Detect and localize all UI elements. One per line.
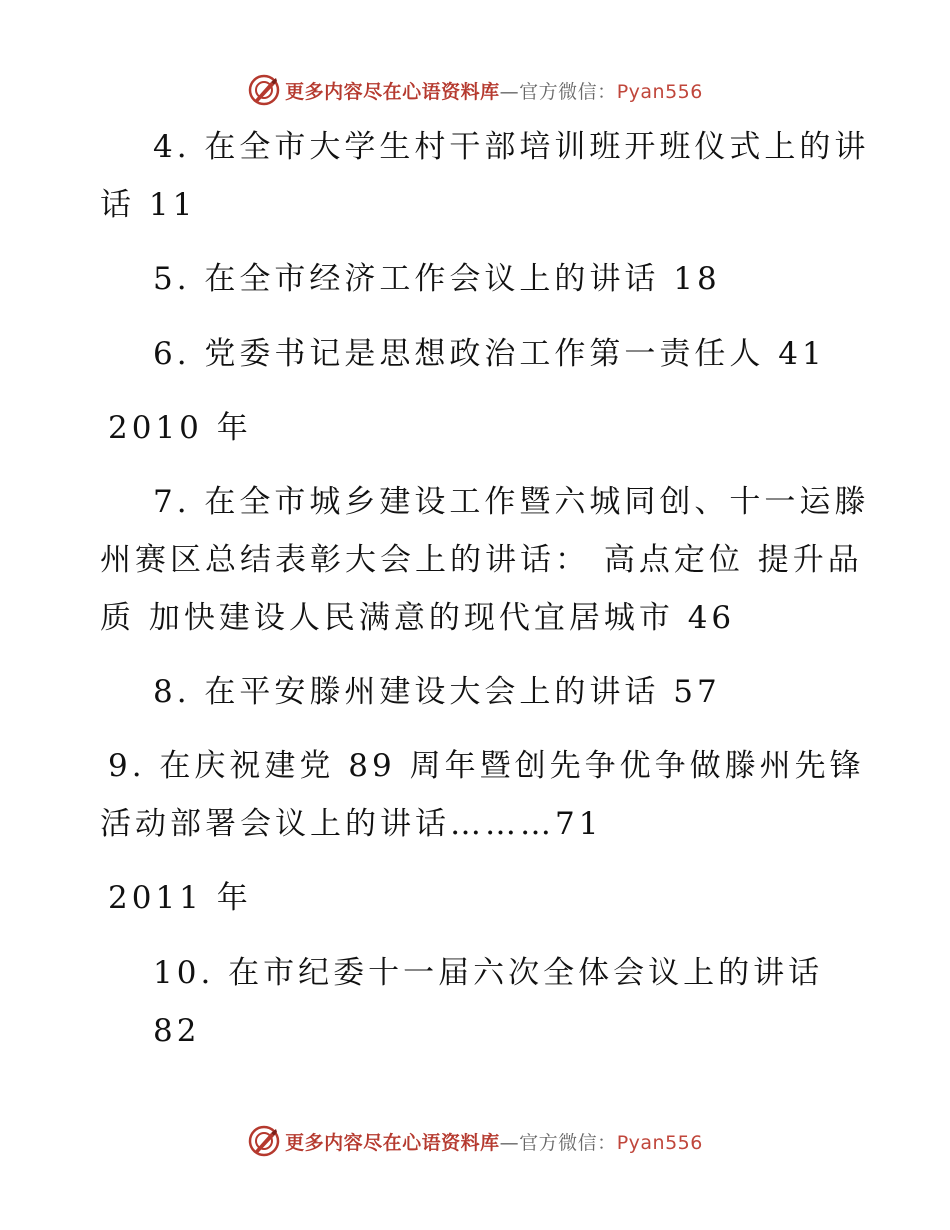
watermark-label: 官方微信： <box>519 1131 617 1154</box>
toc-entry-6: 6. 党委书记是思想政治工作第一责任人 41 <box>153 336 826 372</box>
toc-entry-9-line-2: 活动部署会议上的讲话………71 <box>100 806 603 842</box>
watermark-separator: — <box>499 80 520 103</box>
watermark-account: Pyan556 <box>616 1131 703 1154</box>
toc-entry-10-line-1: 10. 在市纪委十一届六次全体会议上的讲话 <box>153 955 824 991</box>
pen-logo-icon <box>247 1124 281 1158</box>
watermark-brand: 更多内容尽在心语资料库 <box>285 80 500 103</box>
year-heading-2011: 2011 年 <box>108 880 252 916</box>
watermark-account: Pyan556 <box>616 80 703 103</box>
toc-entry-7-line-2: 州赛区总结表彰大会上的讲话： 高点定位 提升品 <box>100 542 863 578</box>
toc-entry-7-line-3: 质 加快建设人民满意的现代宜居城市 46 <box>100 600 736 636</box>
toc-entry-4-line-1: 4. 在全市大学生村干部培训班开班仪式上的讲 <box>153 129 870 165</box>
watermark-label: 官方微信： <box>519 80 617 103</box>
watermark-footer <box>0 1124 950 1158</box>
toc-entry-9-line-1: 9. 在庆祝建党 89 周年暨创先争优争做滕州先锋 <box>108 748 865 784</box>
toc-entry-7-line-1: 7. 在全市城乡建设工作暨六城同创、十一运滕 <box>153 484 870 520</box>
watermark-separator: — <box>499 1131 520 1154</box>
pen-logo-icon <box>247 73 281 107</box>
year-heading-2010: 2010 年 <box>108 410 252 446</box>
toc-entry-10-line-2: 82 <box>153 1013 201 1049</box>
toc-entry-8: 8. 在平安滕州建设大会上的讲话 57 <box>153 674 721 710</box>
watermark-brand: 更多内容尽在心语资料库 <box>285 1131 500 1154</box>
toc-entry-5: 5. 在全市经济工作会议上的讲话 18 <box>153 261 721 297</box>
watermark-header <box>0 73 950 107</box>
toc-entry-4-line-2: 话 11 <box>100 187 197 223</box>
